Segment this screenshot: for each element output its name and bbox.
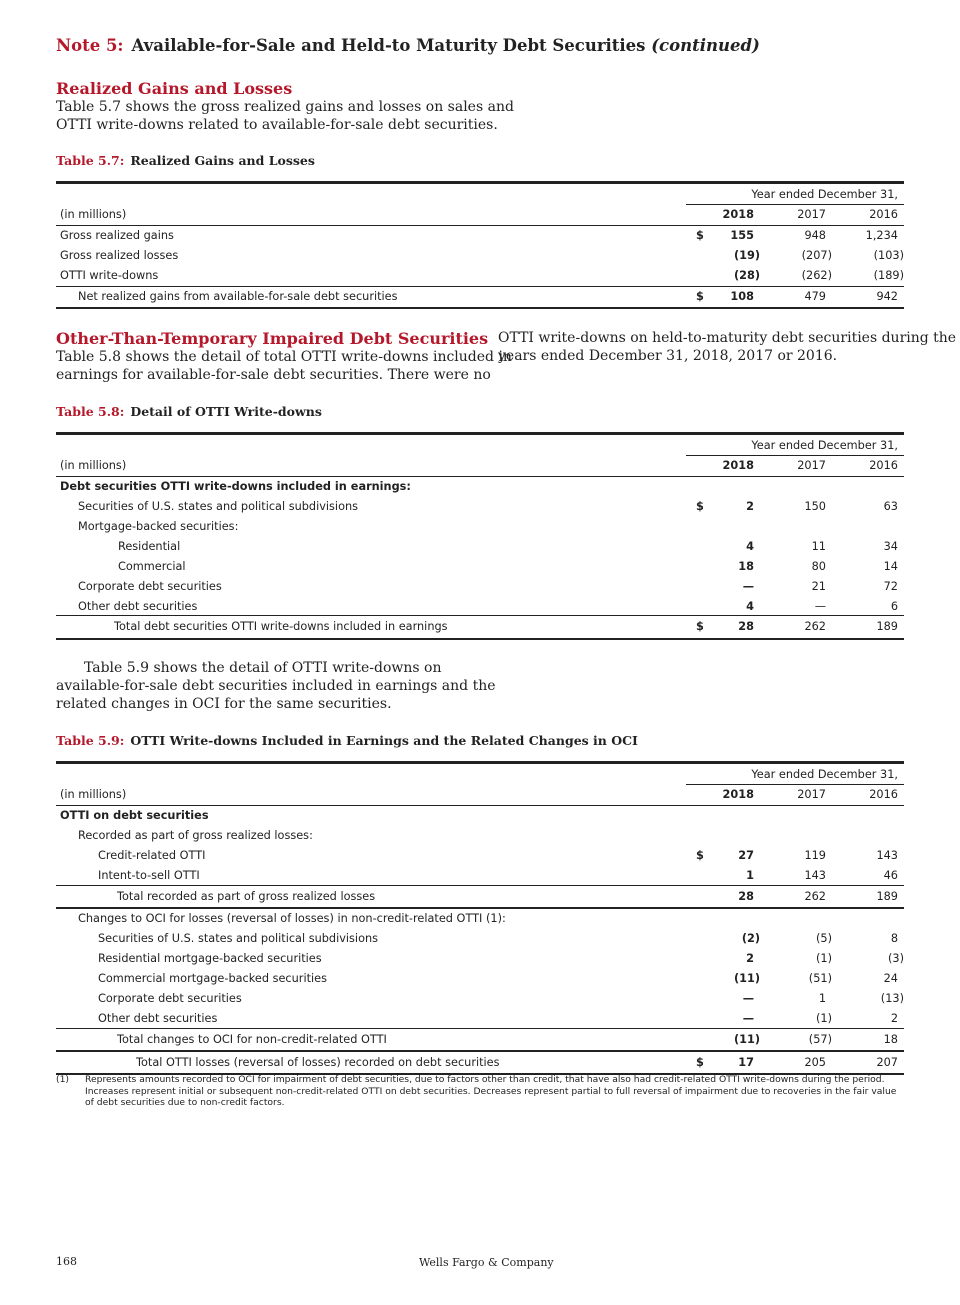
row-label: OTTI write-downs (60, 269, 159, 282)
year-2017: 2017 (797, 208, 826, 221)
row-label: Total OTTI losses (reversal of losses) recorded on debt securities (136, 1056, 500, 1069)
row-label: Total recorded as part of gross realized losses (117, 890, 376, 903)
value-2017: — (814, 600, 826, 613)
table-row (56, 497, 904, 517)
dollar-sign: $ (696, 1056, 704, 1069)
row-label: Mortgage-backed securities: (78, 520, 239, 533)
footnote (56, 1074, 904, 1109)
value-2018: 4 (746, 540, 754, 553)
table-row (56, 866, 904, 886)
value-2017: (57) (808, 1033, 832, 1046)
value-2017: (262) (801, 269, 832, 282)
note-title (56, 36, 760, 55)
row-label: Commercial (118, 560, 186, 573)
value-2018: 28 (738, 620, 754, 633)
section3-line: available-for-sale debt securities included in earnings and the (56, 678, 496, 694)
value-2017: 119 (804, 849, 826, 862)
page-number: 168 (56, 1255, 77, 1268)
table-row (56, 989, 904, 1009)
table-header-row (56, 205, 904, 226)
units-label: (in millions) (60, 459, 127, 472)
table-row (56, 969, 904, 989)
value-2017: 143 (804, 869, 826, 882)
section2-line: years ended December 31, 2018, 2017 or 2016. (498, 348, 838, 364)
value-2016: 24 (883, 972, 898, 985)
value-2018: 27 (738, 849, 754, 862)
row-label: Securities of U.S. states and political subdivisions (98, 932, 379, 945)
year-2017: 2017 (797, 459, 826, 472)
value-2017: 1 (818, 992, 826, 1005)
value-2018: 155 (730, 229, 754, 242)
value-2017: 80 (811, 560, 826, 573)
table-5-9 (56, 761, 904, 1075)
section1-paragraph (56, 98, 514, 134)
section2-line: Table 5.8 shows the detail of total OTTI write-downs included in (56, 349, 512, 365)
value-2016: 6 (890, 600, 898, 613)
table-total-row (56, 287, 904, 309)
table59-title-text: OTTI Write-downs Included in Earnings and the Related Changes in OCI (130, 733, 638, 748)
value-2016: (13) (880, 992, 904, 1005)
section1-line: Table 5.7 shows the gross realized gains and losses on sales and (56, 99, 514, 115)
table-row (56, 266, 904, 287)
footnote-mark: (1) (56, 1074, 70, 1085)
period-label: Year ended December 31, (751, 768, 898, 781)
value-2016: 46 (883, 869, 898, 882)
section-heading-realized: Realized Gains and Losses (56, 79, 293, 98)
row-label: OTTI on debt securities (60, 809, 209, 822)
value-2016: 143 (876, 849, 898, 862)
table57-title (56, 153, 315, 168)
dollar-sign: $ (696, 500, 704, 513)
value-2017: 205 (804, 1056, 826, 1069)
dollar-sign: $ (696, 290, 704, 303)
value-2018: 2 (746, 500, 754, 513)
note-suffix: (continued) (651, 36, 760, 55)
table-total-row (56, 616, 904, 640)
row-label: Securities of U.S. states and political subdivisions (78, 500, 359, 513)
value-2018: 2 (746, 952, 754, 965)
table-row (56, 929, 904, 949)
value-2016: 72 (883, 580, 898, 593)
year-2017: 2017 (797, 788, 826, 801)
note-title-text: Available-for-Sale and Held-to Maturity Debt Securities (131, 36, 646, 55)
section-heading-otti: Other-Than-Temporary Impaired Debt Securities (56, 329, 489, 348)
value-2017: (1) (815, 952, 832, 965)
year-2016: 2016 (869, 208, 898, 221)
table-total-row (56, 886, 904, 909)
table-period-row (56, 764, 904, 785)
table-row (56, 597, 904, 616)
table-5-7 (56, 181, 904, 309)
units-label: (in millions) (60, 208, 127, 221)
section2-left-paragraph (56, 348, 512, 384)
table-row (56, 577, 904, 597)
table58-label: Table 5.8: (56, 404, 125, 419)
year-2016: 2016 (869, 459, 898, 472)
table58-title-text: Detail of OTTI Write-downs (130, 404, 322, 419)
year-2018: 2018 (722, 459, 754, 472)
units-label: (in millions) (60, 788, 127, 801)
value-2016: 63 (883, 500, 898, 513)
row-label: Residential (118, 540, 181, 553)
value-2017: 11 (811, 540, 826, 553)
value-2017: (207) (801, 249, 832, 262)
value-2018: (28) (733, 269, 760, 282)
row-label: Recorded as part of gross realized losses: (78, 829, 313, 842)
row-label: Changes to OCI for losses (reversal of losses) in non-credit-related OTTI (1): (78, 912, 506, 925)
value-2018: — (742, 580, 754, 593)
value-2016: 207 (876, 1056, 898, 1069)
table-5-8 (56, 432, 904, 640)
table-row (56, 517, 904, 537)
year-2018: 2018 (722, 208, 754, 221)
value-2018: 28 (738, 890, 754, 903)
value-2018: 4 (746, 600, 754, 613)
value-2018: (11) (733, 972, 760, 985)
table-subheader-row (56, 826, 904, 846)
row-label: Gross realized gains (60, 229, 174, 242)
value-2016: 14 (883, 560, 898, 573)
value-2016: 18 (883, 1033, 898, 1046)
value-2016: 8 (890, 932, 898, 945)
section1-line: OTTI write-downs related to available-for-sale debt securities. (56, 117, 498, 133)
section3-line: related changes in OCI for the same securities. (56, 696, 392, 712)
table-row (56, 949, 904, 969)
section3-line: Table 5.9 shows the detail of OTTI write-downs on (84, 660, 442, 676)
table57-title-text: Realized Gains and Losses (130, 153, 315, 168)
table59-label: Table 5.9: (56, 733, 125, 748)
value-2016: 1,234 (865, 229, 898, 242)
value-2018: 1 (746, 869, 754, 882)
value-2017: 150 (804, 500, 826, 513)
section2-line: OTTI write-downs on held-to-maturity debt securities during the (498, 330, 957, 346)
value-2017: 262 (804, 620, 826, 633)
row-label: Intent-to-sell OTTI (98, 869, 200, 882)
footnote-text: Represents amounts recorded to OCI for impairment of debt securities, due to factors other than credit, that have also had credit-related OTTI write-downs during the period. Increases represent initial or subsequent non-credit-related OTTI on debt securities. Decreases represent partial to full reversal of impairment due to recoveries in the fair value of debt securities due to non-credit factors. (85, 1074, 897, 1108)
row-label: Other debt securities (98, 1012, 218, 1025)
value-2017: (5) (815, 932, 832, 945)
value-2016: 189 (876, 620, 898, 633)
row-label: Commercial mortgage-backed securities (98, 972, 327, 985)
value-2016: (103) (873, 249, 904, 262)
row-label: Other debt securities (78, 600, 198, 613)
table-header-row (56, 785, 904, 806)
row-label: Corporate debt securities (78, 580, 222, 593)
row-label: Total changes to OCI for non-credit-related OTTI (117, 1033, 387, 1046)
value-2018: 108 (730, 290, 754, 303)
value-2016: 2 (890, 1012, 898, 1025)
note-label: Note 5: (56, 36, 124, 55)
table-header-row (56, 456, 904, 477)
period-label: Year ended December 31, (751, 188, 898, 201)
value-2018: — (742, 1012, 754, 1025)
row-label: Gross realized losses (60, 249, 179, 262)
value-2016: 942 (876, 290, 898, 303)
table-row (56, 226, 904, 246)
dollar-sign: $ (696, 849, 704, 862)
value-2016: 34 (883, 540, 898, 553)
value-2017: 21 (811, 580, 826, 593)
value-2018: 17 (738, 1056, 754, 1069)
row-label: Total debt securities OTTI write-downs included in earnings (114, 620, 448, 633)
table-grand-total-row (56, 1052, 904, 1075)
table58-title (56, 404, 322, 419)
table-total-row (56, 1029, 904, 1052)
row-label: Corporate debt securities (98, 992, 242, 1005)
value-2016: (189) (873, 269, 904, 282)
value-2018: (2) (741, 932, 760, 945)
table-period-row (56, 435, 904, 456)
value-2017: (51) (808, 972, 832, 985)
value-2017: (1) (815, 1012, 832, 1025)
row-label: Credit-related OTTI (98, 849, 206, 862)
table-row (56, 537, 904, 557)
table-section-row (56, 806, 904, 826)
value-2017: 948 (804, 229, 826, 242)
table59-title (56, 733, 638, 748)
company-name: Wells Fargo & Company (419, 1256, 554, 1269)
value-2018: (11) (733, 1033, 760, 1046)
table-period-row (56, 184, 904, 205)
section2-right-paragraph (498, 329, 956, 365)
table-row (56, 846, 904, 866)
value-2018: — (742, 992, 754, 1005)
row-label: Residential mortgage-backed securities (98, 952, 322, 965)
period-label: Year ended December 31, (751, 439, 898, 452)
value-2018: 18 (738, 560, 754, 573)
table-subheader-row (56, 909, 904, 929)
value-2017: 262 (804, 890, 826, 903)
year-2018: 2018 (722, 788, 754, 801)
table-row (56, 246, 904, 266)
row-label: Debt securities OTTI write-downs included in earnings: (60, 480, 411, 493)
row-label: Net realized gains from available-for-sale debt securities (78, 290, 398, 303)
dollar-sign: $ (696, 620, 704, 633)
section2-line: earnings for available-for-sale debt securities. There were no (56, 367, 491, 383)
section3-paragraph (56, 659, 496, 713)
value-2016: (3) (887, 952, 904, 965)
table-row (56, 1009, 904, 1029)
value-2017: 479 (804, 290, 826, 303)
dollar-sign: $ (696, 229, 704, 242)
table-row (56, 557, 904, 577)
value-2018: (19) (733, 249, 760, 262)
table-section-row (56, 477, 904, 497)
value-2016: 189 (876, 890, 898, 903)
year-2016: 2016 (869, 788, 898, 801)
table57-label: Table 5.7: (56, 153, 125, 168)
